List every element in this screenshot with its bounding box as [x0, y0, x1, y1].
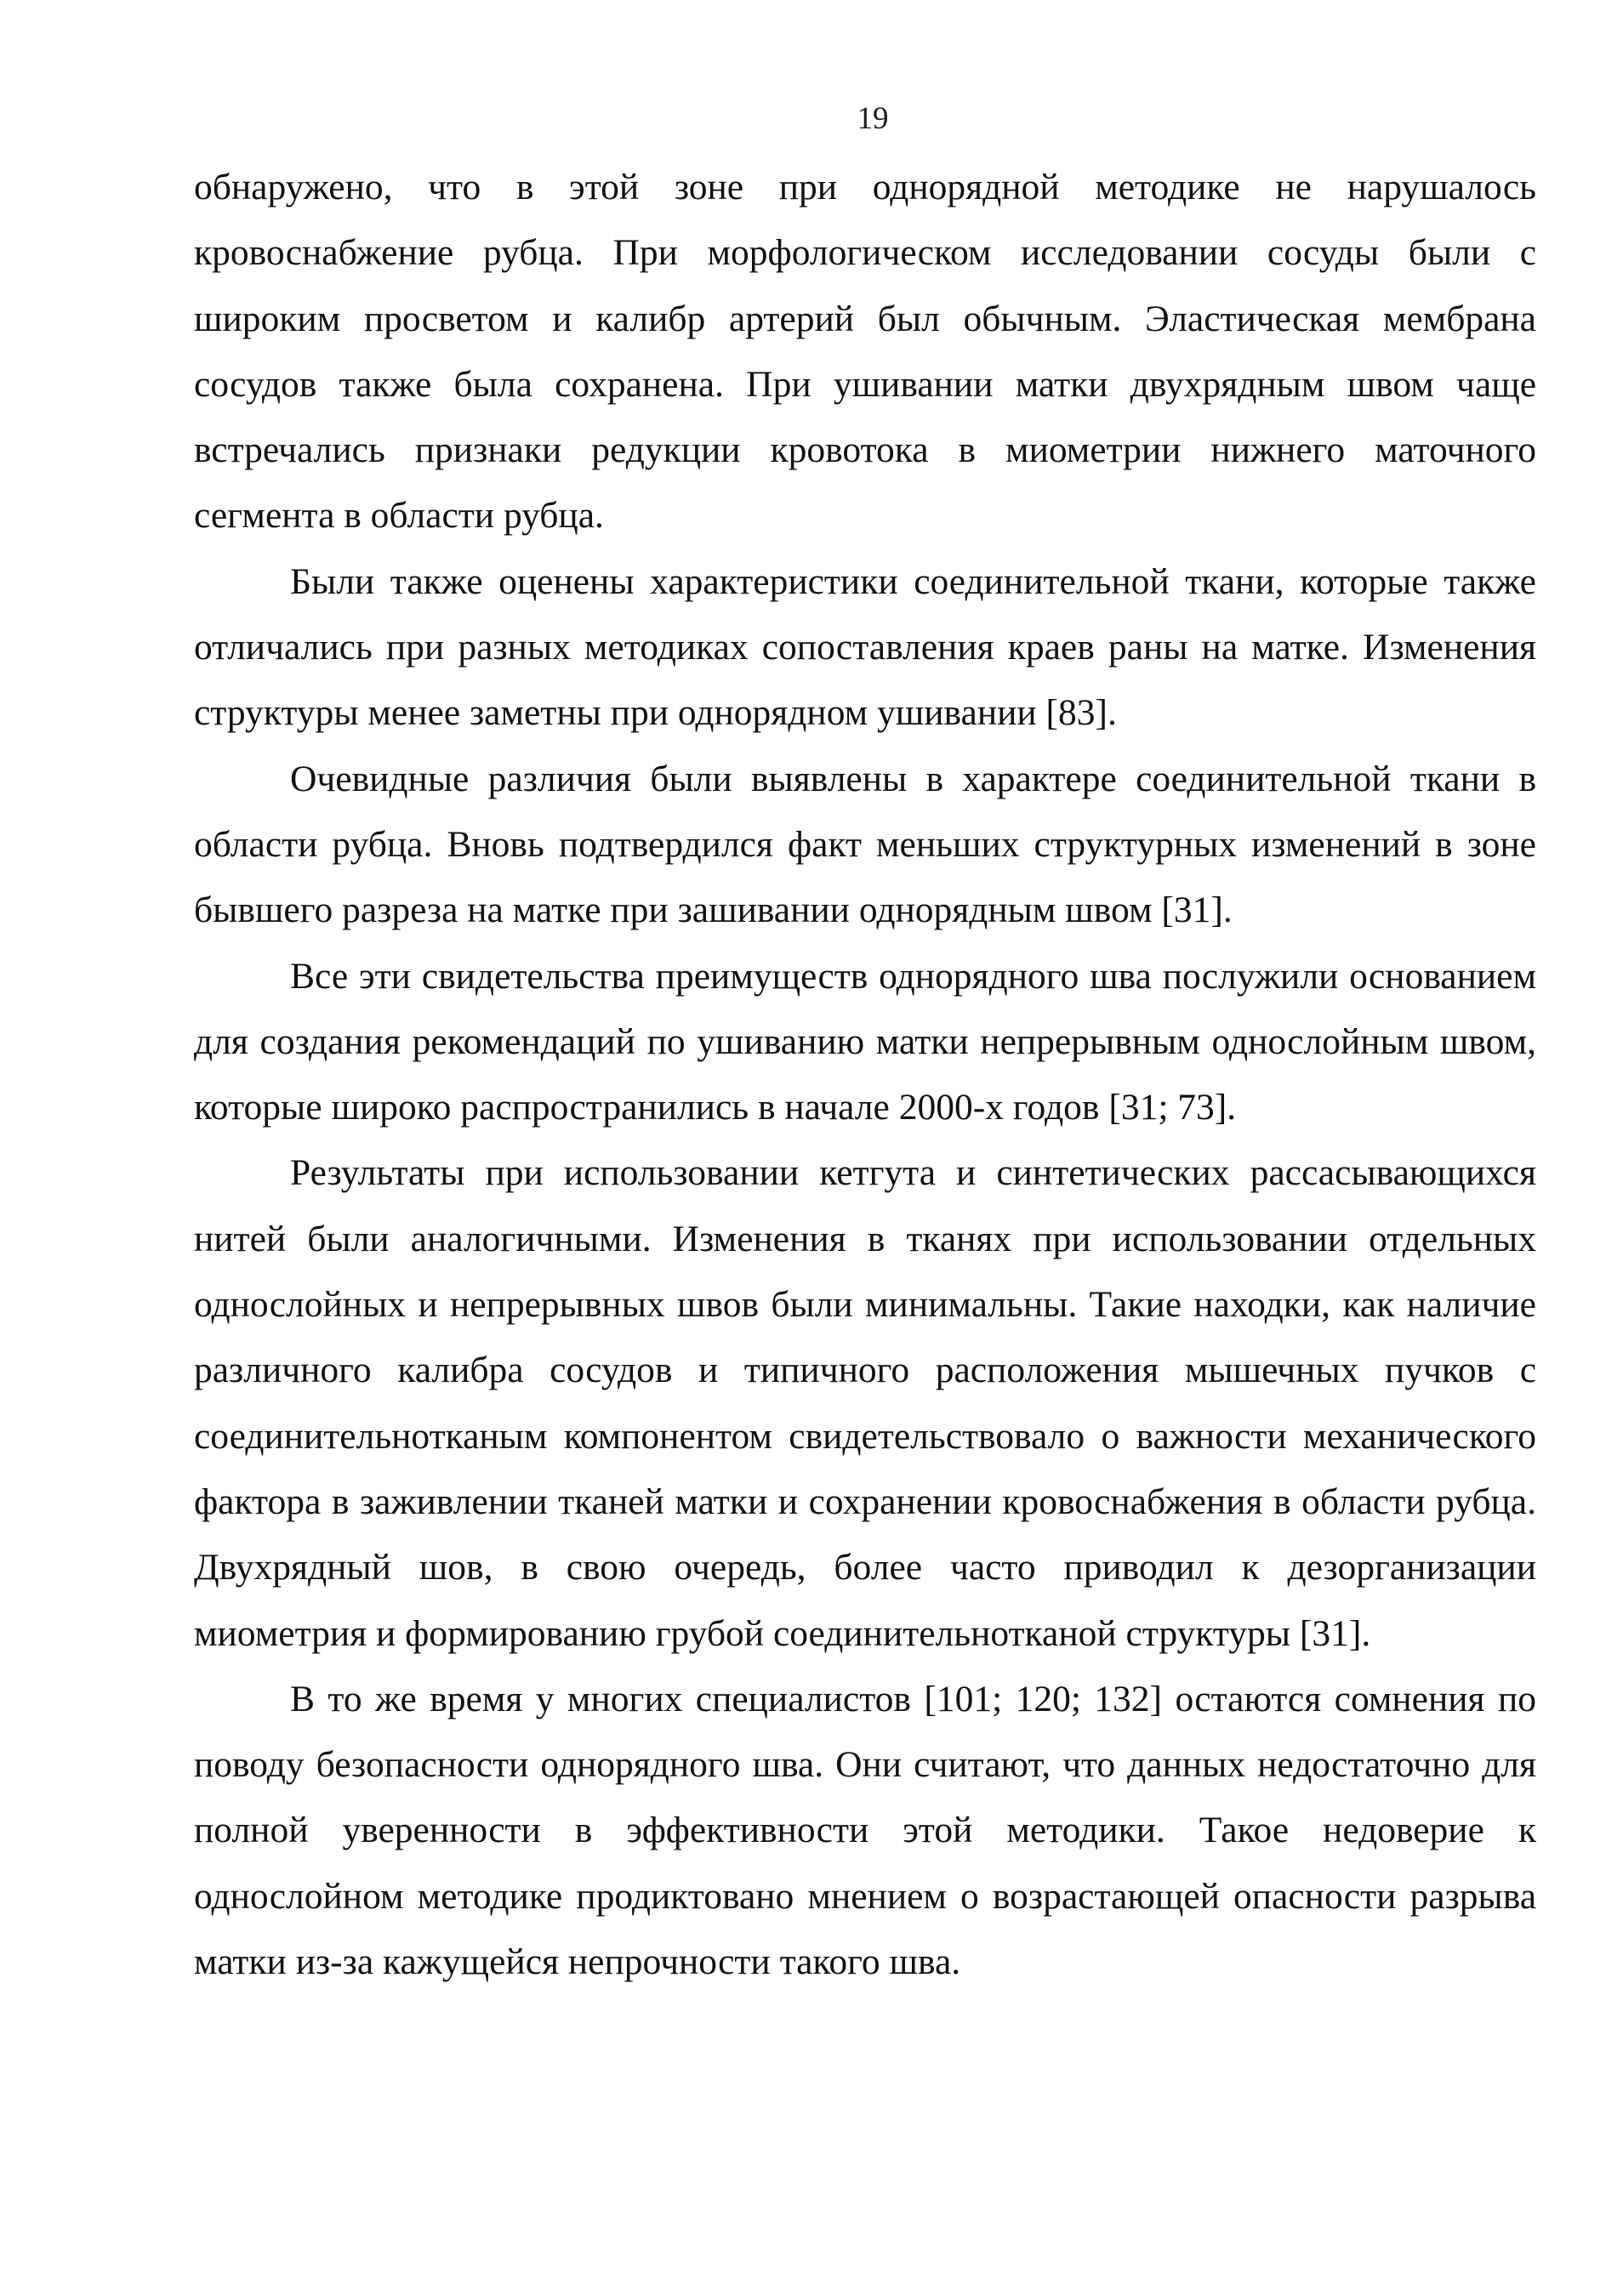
page-number: 19 [857, 101, 889, 136]
paragraph-2: Были также оценены характеристики соединительной ткани, которые также отличались при разных методиках сопоставления краев раны на матке. Изменения структуры менее заметны при однорядном ушивании [83]. [194, 560, 1536, 734]
paragraph-4: Все эти свидетельства преимуществ однорядного шва послужили основанием для создания рекомендаций по ушиванию матки непрерывным однослойным швом, которые широко распространились в начале 2000-х годов [31; 73]. [194, 955, 1536, 1128]
paragraph-1: обнаружено, что в этой зоне при однорядной методике не нарушалось кровоснабжение рубца. При морфологическом исследовании сосуды были с широким просветом и калибр артерий был обычным. Эластическая мембрана сосудов также была сохранена. При ушивании матки двухрядным швом чаще встречались признаки редукции кровотока в миометрии нижнего маточного сегмента в области рубца. [194, 167, 1536, 537]
document-body [194, 155, 1536, 1995]
paragraph-6: В то же время у многих специалистов [101; 120; 132] остаются сомнения по поводу безопасности однорядного шва. Они считают, что данных недостаточно для полной уверенности в эффективности этой методики. Такое недоверие к однослойном методике продиктовано мнением о возрастающей опасности разрыва матки из-за кажущейся непрочности такого шва. [194, 1678, 1536, 1983]
paragraph-5: Результаты при использовании кетгута и синтетических рассасывающихся нитей были аналогичными. Изменения в тканях при использовании отдельных однослойных и непрерывных швов были минимальны. Такие находки, как наличие различного калибра сосудов и типичного расположения мышечных пучков с соединительнотканым компонентом свидетельствовало о важности механического фактора в заживлении тканей матки и сохранении кровоснабжения в области рубца. Двухрядный шов, в свою очередь, более часто приводил к дезорганизации миометрия и формированию грубой соединительнотканой структуры [31]. [194, 1152, 1536, 1654]
paragraph-3: Очевидные различия были выявлены в характере соединительной ткани в области рубца. Вновь подтвердился факт меньших структурных изменений в зоне бывшего разреза на матке при зашивании однорядным швом [31]. [194, 758, 1536, 931]
